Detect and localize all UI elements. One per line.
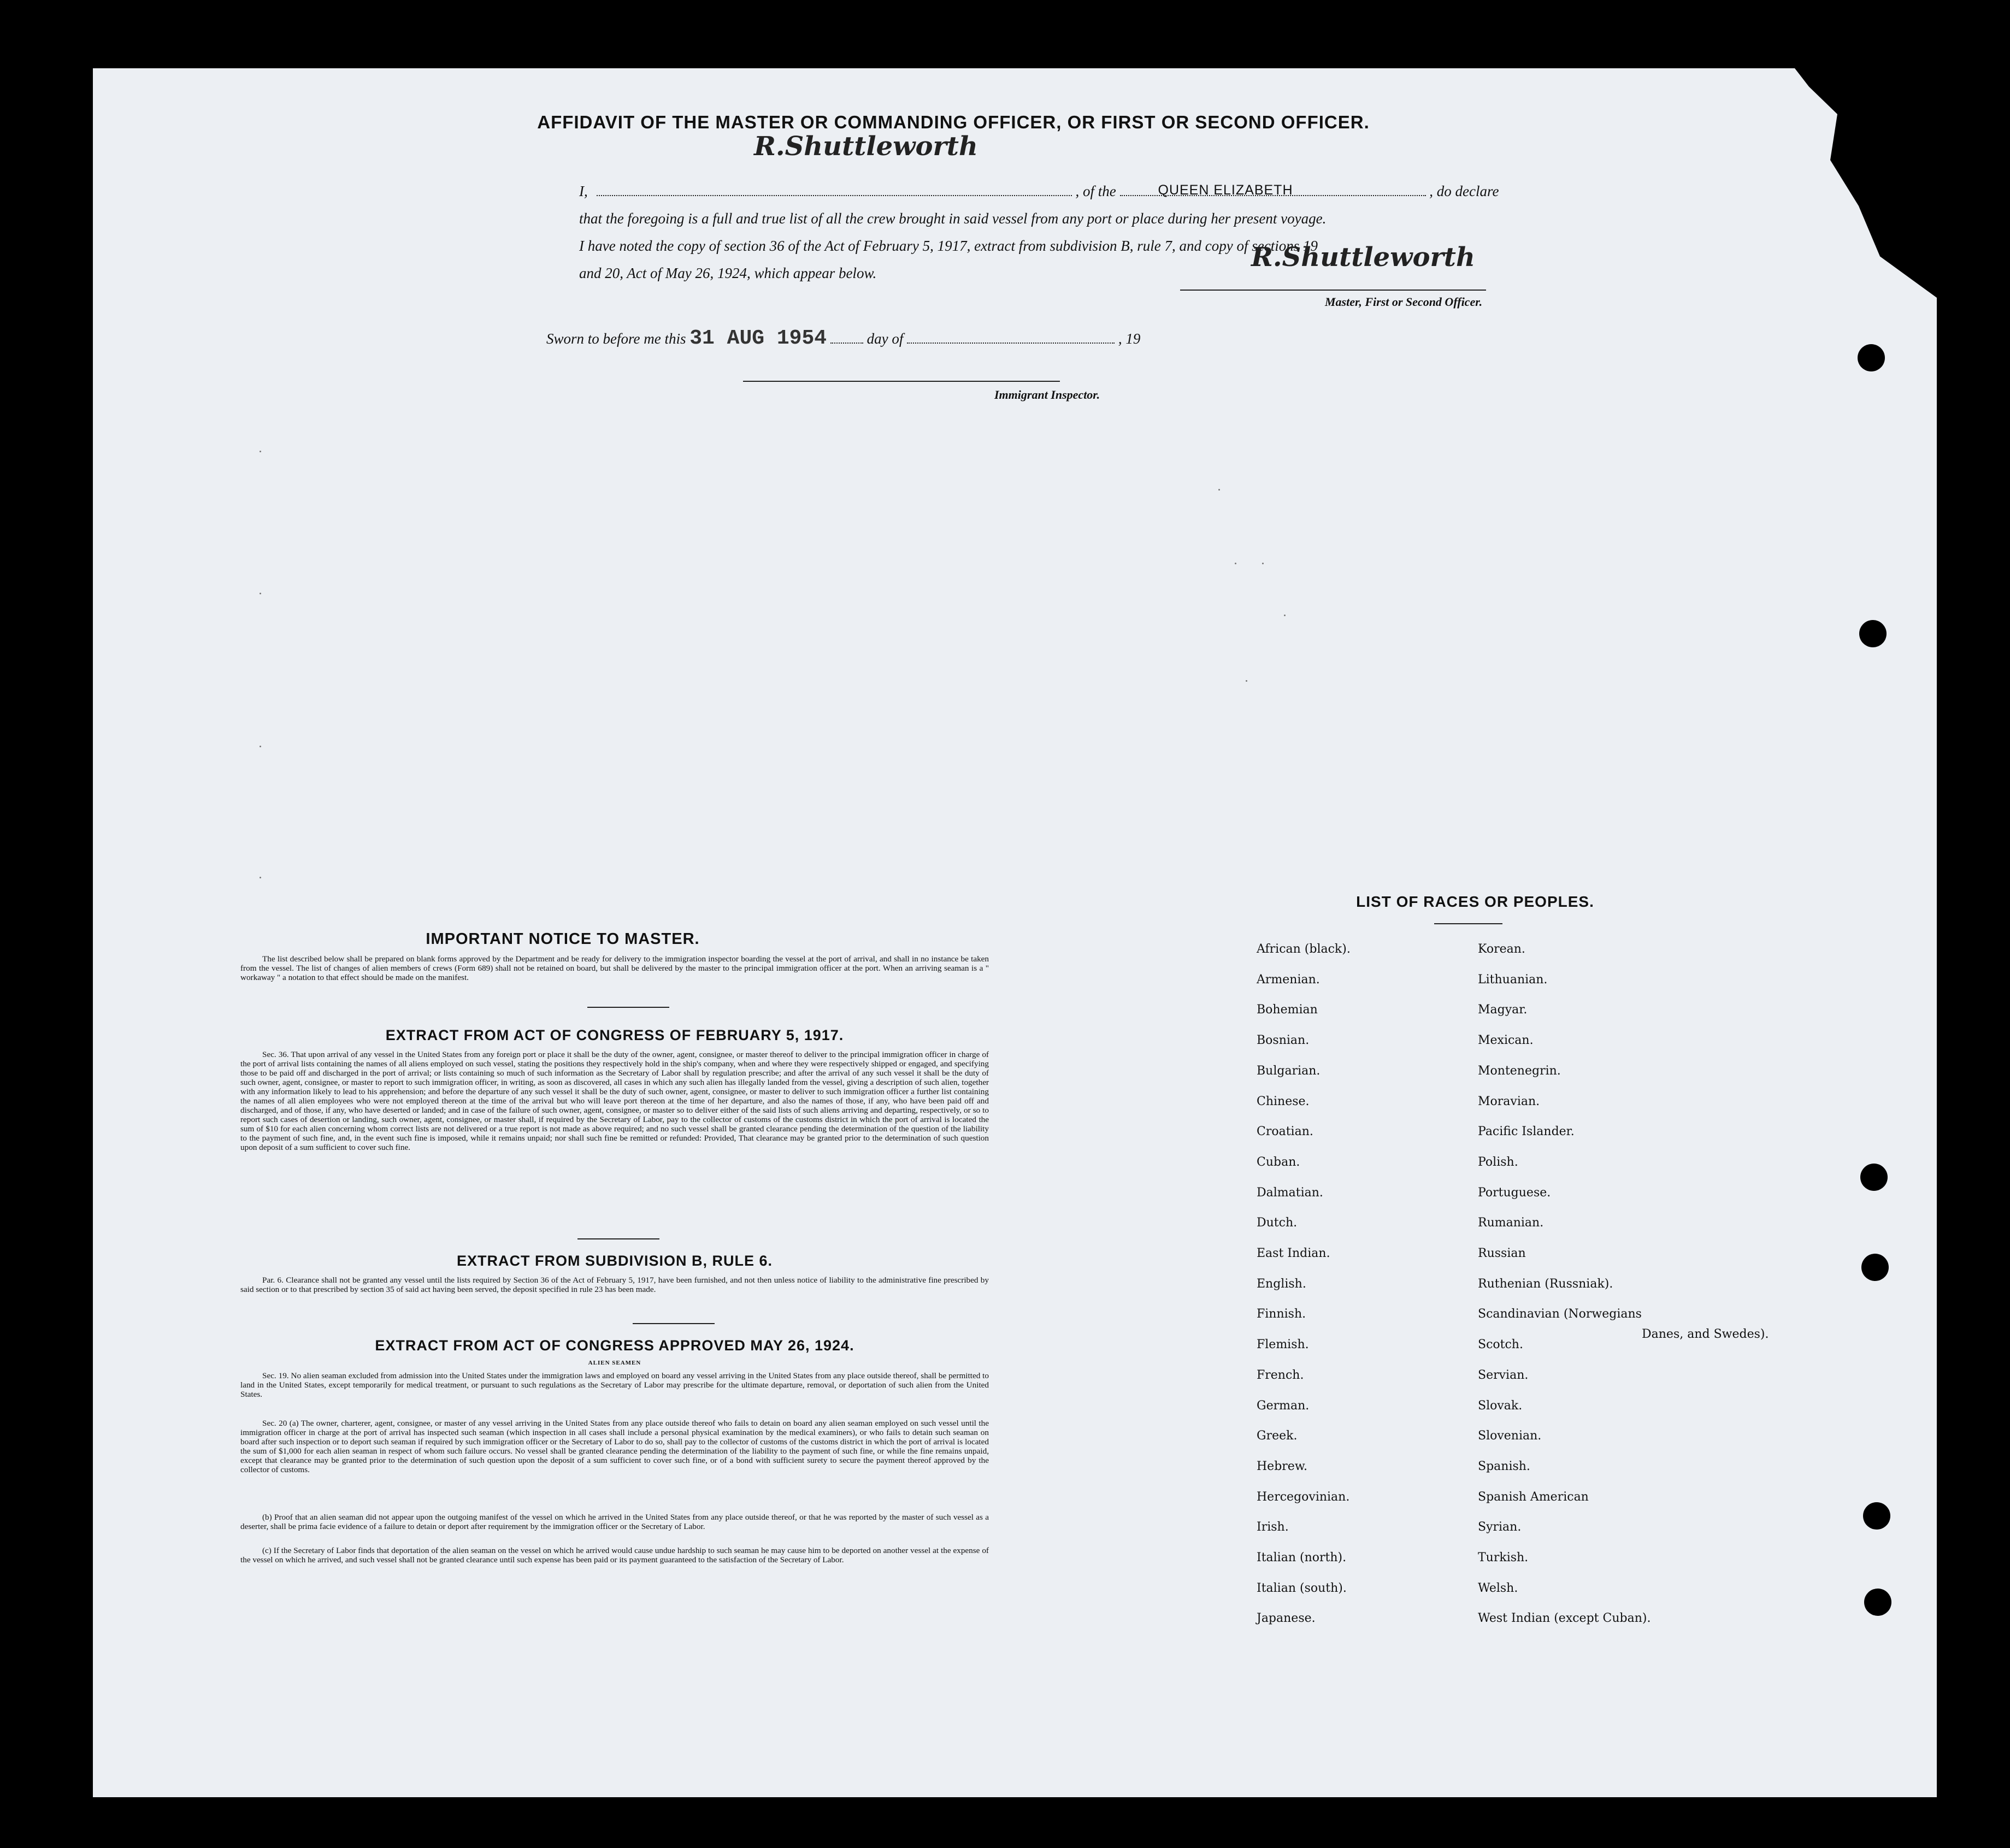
inspector-caption: Immigrant Inspector. <box>994 388 1100 402</box>
race-right-5: Moravian. <box>1478 1094 1540 1108</box>
do-declare-label: , do declare <box>1429 183 1499 199</box>
race-left-20: Italian (north). <box>1257 1551 1347 1564</box>
race-right-17: Spanish. <box>1478 1459 1530 1473</box>
race-right-1: Lithuanian. <box>1478 972 1548 987</box>
torn-corner <box>1795 68 1937 298</box>
speck <box>1262 563 1264 564</box>
race-right-continuation: Danes, and Swedes). <box>1642 1327 1769 1341</box>
race-left-0: African (black). <box>1257 942 1351 956</box>
race-left-6: Croatian. <box>1257 1125 1313 1139</box>
divider-3 <box>633 1323 715 1324</box>
speck <box>260 746 261 747</box>
race-right-16: Slovenian. <box>1478 1429 1542 1443</box>
race-right-12: Scandinavian (Norwegians <box>1478 1307 1642 1321</box>
vessel-name: QUEEN ELIZABETH <box>1158 182 1293 198</box>
race-right-3: Mexican. <box>1478 1034 1534 1048</box>
binder-hole-6 <box>1864 1589 1891 1616</box>
race-left-2: Bohemian <box>1257 1003 1318 1017</box>
declaration-line-2: I have noted the copy of section 36 of the Act of February 5, 1917, extract from subdivision B, rule 7, and copy of sections 19 <box>579 238 1318 254</box>
race-right-2: Magyar. <box>1478 1003 1528 1017</box>
race-right-9: Rumanian. <box>1478 1216 1544 1230</box>
of-the-label: , of the <box>1075 183 1116 199</box>
year-prefix: , 19 <box>1118 330 1141 347</box>
race-left-10: East Indian. <box>1257 1247 1330 1260</box>
races-divider <box>1434 923 1502 924</box>
officer-name-line <box>597 195 1072 196</box>
notice-text: The list described below shall be prepared on blank forms approved by the Department and be ready for delivery to the immigration inspector boarding the vessel at the port of arrival, and shall in no instance be taken from the vessel. The list of changes of alien members of crews (Form 689) shall not be retained on board, but shall be delivered by the master to the principal immigration officer at the port. When an arriving seaman is a " workaway " a notation to that effect should be made on the manifest. <box>240 954 989 982</box>
speck <box>260 593 261 594</box>
speck <box>260 877 261 878</box>
date-stamp: 31 AUG 1954 <box>689 327 827 350</box>
races-title: LIST OF RACES OR PEOPLES. <box>1356 893 1594 910</box>
race-left-11: English. <box>1257 1277 1306 1291</box>
race-right-22: West Indian (except Cuban). <box>1478 1611 1651 1626</box>
race-left-4: Bulgarian. <box>1257 1064 1321 1078</box>
i-label: I, <box>579 183 588 199</box>
binder-hole-2 <box>1859 620 1887 647</box>
binder-hole-5 <box>1863 1502 1890 1530</box>
race-left-3: Bosnian. <box>1257 1034 1310 1048</box>
inspector-line <box>743 381 1060 382</box>
race-left-5: Chinese. <box>1257 1094 1310 1108</box>
extract-subdivision-text: Par. 6. Clearance shall not be granted any vessel until the lists required by Section 36 of the Act of February 5, 1917, have been furnished, and not then unless notice of liability to the administrative fine prescribed by said section or to that prescribed by section 35 of said act having been served, the deposit specified in rule 23 has been made. <box>240 1276 989 1294</box>
race-left-17: Hebrew. <box>1257 1459 1308 1473</box>
binder-hole-3 <box>1860 1164 1888 1191</box>
speck <box>1235 563 1236 564</box>
sworn-line <box>546 325 1257 352</box>
race-right-7: Polish. <box>1478 1155 1518 1169</box>
divider-2 <box>577 1238 659 1239</box>
race-right-21: Welsh. <box>1478 1581 1518 1595</box>
sworn-label: Sworn to before me this <box>546 330 686 347</box>
race-right-14: Servian. <box>1478 1368 1529 1382</box>
extract-1924-sec20c: (c) If the Secretary of Labor finds that deportation of the alien seaman on the vessel on which he arrived would cause undue hardship to such seaman he may cause him to be deported on another vessel at the expense of the vessel on which he arrived, and such vessel shall not be granted clearance until such expense has been paid or its payment guaranteed to the satisfaction of the Secretary of Labor. <box>240 1546 989 1564</box>
declaration-line-3: and 20, Act of May 26, 1924, which appear below. <box>579 265 877 281</box>
affidavit-title: AFFIDAVIT OF THE MASTER OR COMMANDING OFFICER, OR FIRST OR SECOND OFFICER. <box>537 112 1370 132</box>
signer-caption: Master, First or Second Officer. <box>1325 295 1483 309</box>
month-blank <box>907 343 1115 344</box>
speck <box>1284 615 1286 616</box>
race-right-4: Montenegrin. <box>1478 1064 1561 1078</box>
day-blank <box>830 343 863 344</box>
extract-1917-title: EXTRACT FROM ACT OF CONGRESS OF FEBRUARY 5, 1917. <box>385 1027 844 1043</box>
notice-title: IMPORTANT NOTICE TO MASTER. <box>426 930 700 948</box>
race-left-12: Finnish. <box>1257 1307 1306 1321</box>
binder-hole-1 <box>1858 344 1885 371</box>
extract-1924-title: EXTRACT FROM ACT OF CONGRESS APPROVED MAY 26, 1924. <box>375 1337 854 1354</box>
race-left-15: German. <box>1257 1398 1310 1413</box>
race-left-14: French. <box>1257 1368 1304 1382</box>
speck <box>260 451 261 452</box>
speck <box>1246 680 1247 682</box>
race-right-19: Syrian. <box>1478 1520 1522 1534</box>
race-right-13: Scotch. <box>1478 1338 1523 1352</box>
race-left-21: Italian (south). <box>1257 1581 1347 1595</box>
race-left-16: Greek. <box>1257 1429 1298 1443</box>
vessel-name-line <box>1120 182 1426 198</box>
race-right-11: Ruthenian (Russniak). <box>1478 1277 1613 1291</box>
extract-1924-sec20b: (b) Proof that an alien seaman did not appear upon the outgoing manifest of the vessel on which he arrived in the United States from any place outside thereof, or that he was reported by the master of such vessel as a deserter, shall be prima facie evidence of a failure to detain or deport after requirement by the immigration officer or the Secretary of Labor. <box>240 1513 989 1531</box>
race-right-8: Portuguese. <box>1478 1185 1551 1200</box>
speck <box>1218 489 1220 491</box>
race-right-15: Slovak. <box>1478 1398 1523 1413</box>
race-right-6: Pacific Islander. <box>1478 1125 1575 1139</box>
race-right-18: Spanish American <box>1478 1490 1589 1504</box>
extract-1917-text: Sec. 36. That upon arrival of any vessel in the United States from any foreign port or place it shall be the duty of the owner, agent, consignee, or master thereof to deliver to the principal immigration officer in charge of the port of arrival lists containing the names of all aliens employed on such vessel, stating the positions they respectively hold in the ship's company, when and where they were respectively shipped or engaged, and specifying those to be paid off and discharged in the port of arrival; or lists containing so much of such information as the Secretary of Labor shall by regulation prescribe; and after the arrival of any such vessel it shall be the duty of such owner, agent, consignee, or master to report to such immigration officer, in writing, as soon as discovered, all cases in which any such alien has illegally landed from the vessel, giving a description of such alien, together with any information likely to lead to his apprehension; and before the departure of any such vessel it shall be the duty of such owner, agent, consignee, or master to deliver to such immigration officer a further list containing the names of all alien employees who were not employed thereon at the time of the arrival but who will leave port thereon at the time of her departure, and also the names of those, if any, who have been paid off and discharged, and of those, if any, who have deserted or landed; and in case of the failure of such owner, agent, consignee, or master so to deliver either of the said lists of such aliens arriving and departing, respectively, or so to report such cases of desertion or landing, such owner, agent, consignee, or master shall, if required by the Secretary of Labor, pay to the collector of customs of the customs district in which the port of arrival is located the sum of $10 for each alien concerning whom correct lists are not delivered or a true report is not made as above required; and no such vessel shall be granted clearance pending the determination of the question of the liability to the payment of such fine, and, in the event such fine is imposed, while it remains unpaid; nor shall such fine be remitted or refunded: Provided, That clearance may be granted prior to the determination of such question upon deposit of a sum sufficient to cover such fine. <box>240 1050 989 1152</box>
race-right-0: Korean. <box>1478 942 1525 956</box>
divider-1 <box>587 1007 669 1008</box>
extract-subdivision-title: EXTRACT FROM SUBDIVISION B, RULE 6. <box>456 1253 773 1269</box>
document-sheet <box>93 68 1937 1797</box>
race-right-10: Russian <box>1478 1247 1526 1260</box>
binder-hole-4 <box>1861 1254 1889 1281</box>
race-left-13: Flemish. <box>1257 1338 1309 1352</box>
declaration-line-1: that the foregoing is a full and true list of all the crew brought in said vessel from any port or place during her present voyage. <box>579 210 1327 227</box>
race-left-22: Japanese. <box>1257 1611 1316 1626</box>
race-left-8: Dalmatian. <box>1257 1185 1323 1200</box>
race-left-7: Cuban. <box>1257 1155 1300 1169</box>
race-right-20: Turkish. <box>1478 1551 1529 1564</box>
extract-1924-subtitle: ALIEN SEAMEN <box>588 1360 641 1366</box>
extract-1924-sec20a: Sec. 20 (a) The owner, charterer, agent, consignee, or master of any vessel arriving in the United States from any place outside thereof who fails to detain on board any alien seaman employed on such vessel until the immigration officer in charge at the port of arrival has inspected such seaman (which inspection in all cases shall include a personal physical examination by the medical examiners), or who fails to detain such seaman on board after such inspection or to deport such seaman if required by such immigration officer or the Secretary of Labor to do so, shall pay to the collector of customs of the customs district in which the port of arrival is located the sum of $1,000 for each alien seaman in respect of whom such failure occurs. No vessel shall be granted clearance pending the determination of the liability to the payment of such fine, or while the fine remains unpaid, except that clearance may be granted prior to the determination of such question upon the deposit of a sum sufficient to cover such fine, or of a bond with sufficient surety to secure the payment thereof approved by the collector of customs. <box>240 1419 989 1474</box>
officer-signature-1: R.Shuttleworth <box>754 131 978 162</box>
day-of-label: day of <box>867 330 904 347</box>
officer-signature-2: R.Shuttleworth <box>1251 242 1475 273</box>
extract-1924-sec19: Sec. 19. No alien seaman excluded from admission into the United States under the immigration laws and employed on board any vessel arriving in the United States from any place outside thereof, shall be permitted to land in the United States, except temporarily for medical treatment, or pursuant to such regulations as the Secretary of Labor may prescribe for the ultimate departure, removal, or deportation of such alien from the United States. <box>240 1371 989 1399</box>
race-left-18: Hercegovinian. <box>1257 1490 1350 1504</box>
race-left-9: Dutch. <box>1257 1216 1298 1230</box>
race-left-1: Armenian. <box>1257 972 1320 987</box>
signature-line <box>1180 290 1486 291</box>
race-left-19: Irish. <box>1257 1520 1289 1534</box>
